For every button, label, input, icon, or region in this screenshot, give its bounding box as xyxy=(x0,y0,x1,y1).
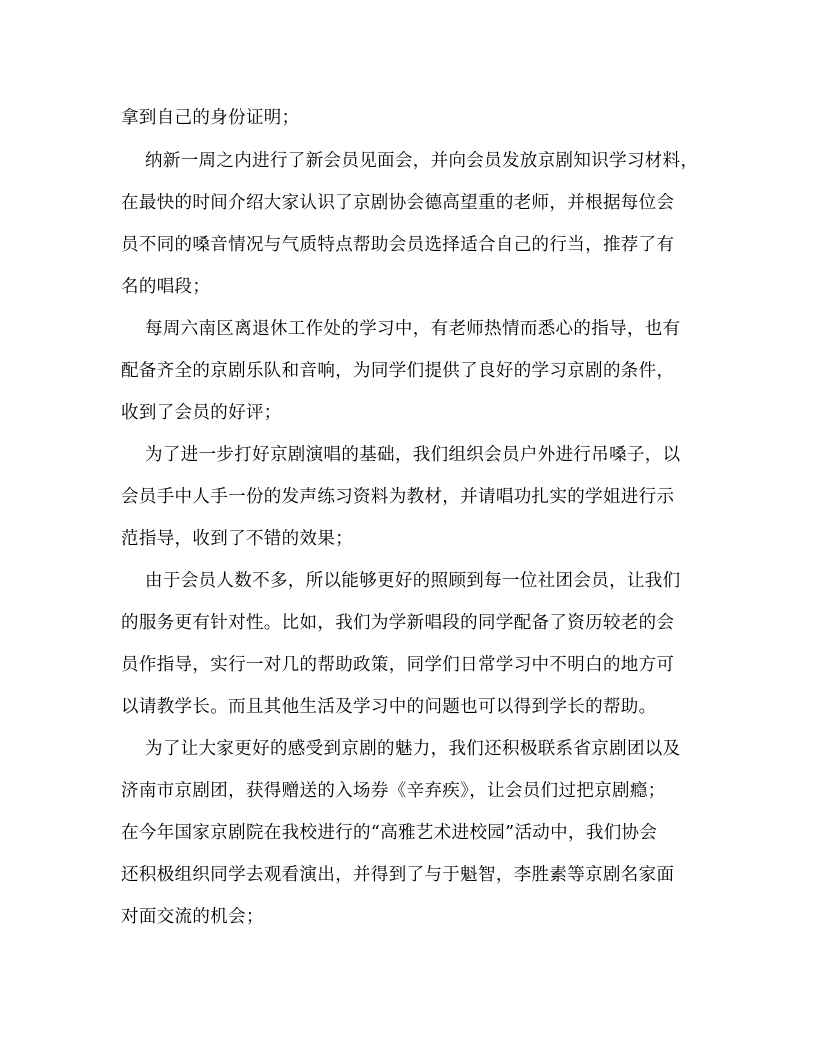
text-line: 济南市京剧团，获得赠送的入场券《辛弃疾》，让会员们过把京剧瘾； xyxy=(121,781,666,801)
text-line: 员不同的嗓音情况与气质特点帮助会员选择适合自己的行当，推荐了有 xyxy=(121,235,675,255)
text-line: 员作指导，实行一对几的帮助政策，同学们日常学习中不明白的地方可 xyxy=(121,655,675,675)
text-line: 收到了会员的好评； xyxy=(121,403,282,423)
text-line: 会员手中人手一份的发声练习资料为教材，并请唱功扎实的学姐进行示 xyxy=(121,487,675,507)
text-line: 以请教学长。而且其他生活及学习中的问题也可以得到学长的帮助。 xyxy=(121,697,657,717)
text-line: 对面交流的机会； xyxy=(121,907,264,927)
text-line: 在最快的时间介绍大家认识了京剧协会德高望重的老师，并根据每位会 xyxy=(121,193,675,213)
text-line: 拿到自己的身份证明； xyxy=(121,108,300,128)
text-line: 的服务更有针对性。比如，我们为学新唱段的同学配备了资历较老的会 xyxy=(121,613,675,633)
text-line: 还积极组织同学去观看演出，并得到了与于魁智，李胜素等京剧名家面 xyxy=(121,865,675,885)
paragraph-start-line: 为了让大家更好的感受到京剧的魅力，我们还积极联系省京剧团以及 xyxy=(145,739,681,759)
paragraph-start-line: 由于会员人数不多，所以能够更好的照顾到每一位社团会员，让我们 xyxy=(145,571,681,591)
paragraph-start-line: 每周六南区离退休工作处的学习中，有老师热情而悉心的指导，也有 xyxy=(145,319,681,339)
text-line: 范指导，收到了不错的效果； xyxy=(121,529,354,549)
text-line: 名的唱段； xyxy=(121,277,211,297)
paragraph-start-line: 为了进一步打好京剧演唱的基础，我们组织会员户外进行吊嗓子，以 xyxy=(145,445,681,465)
paragraph-start-line: 纳新一周之内进行了新会员见面会，并向会员发放京剧知识学习材料， xyxy=(145,151,699,171)
text-line: 在今年国家京剧院在我校进行的“高雅艺术进校园”活动中，我们协会 xyxy=(121,823,658,843)
text-line: 配备齐全的京剧乐队和音响，为同学们提供了良好的学习京剧的条件， xyxy=(121,361,675,381)
